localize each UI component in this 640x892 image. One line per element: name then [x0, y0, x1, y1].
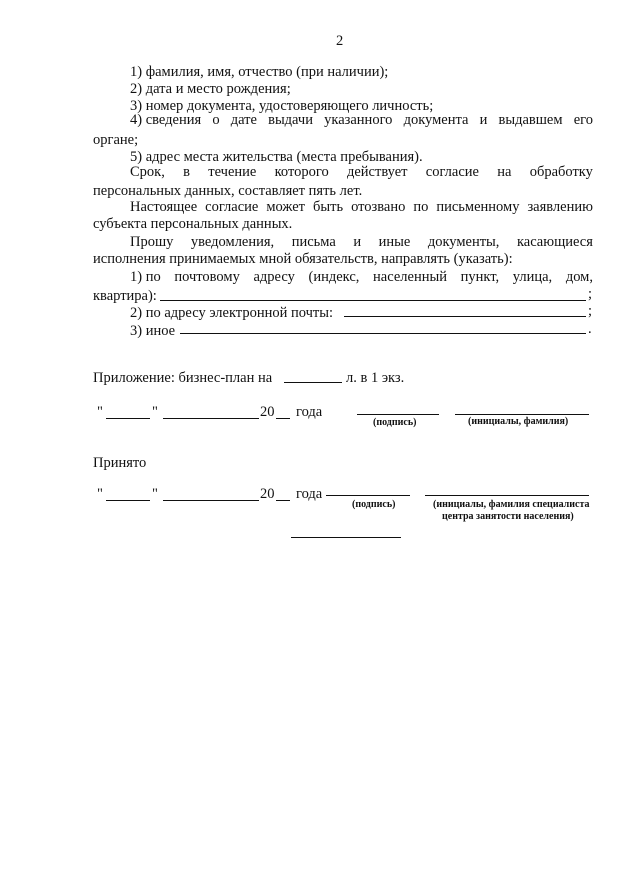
- accepted-specialist-field[interactable]: [425, 495, 589, 496]
- word: отозвано: [351, 199, 406, 215]
- word: (индекс,: [308, 269, 360, 285]
- word: которого: [274, 164, 329, 180]
- word: документа: [403, 112, 469, 128]
- word: обработку: [529, 164, 593, 180]
- term-line1: [130, 163, 593, 181]
- email-field[interactable]: [344, 316, 586, 317]
- word: Настоящее: [130, 199, 198, 215]
- accepted-day-field[interactable]: [106, 500, 150, 501]
- request-line2: исполнения принимаемых мной обязательств, направлять (указать):: [93, 251, 513, 267]
- date-quote-open: ": [97, 404, 103, 420]
- revoke-line1: [130, 198, 593, 216]
- page-number: 2: [336, 33, 344, 49]
- postal-option-line1: [130, 268, 593, 286]
- word: Срок,: [130, 164, 165, 180]
- word: Прошу: [130, 234, 174, 250]
- list-item-address: 5) адрес места жительства (места пребывания).: [130, 149, 423, 165]
- postal-address-field[interactable]: [160, 300, 586, 301]
- word: выдачи: [268, 112, 313, 128]
- date-day-field[interactable]: [106, 418, 150, 419]
- list-item-document: 3) номер документа, удостоверяющего личность;: [130, 98, 434, 114]
- term-line2: персональных данных, составляет пять лет.: [93, 183, 363, 199]
- email-option-label: 2) по адресу электронной почты:: [130, 305, 334, 321]
- word: его: [573, 112, 593, 128]
- postal-option-label: квартира):: [93, 288, 157, 304]
- word: по: [413, 199, 429, 215]
- postal-option-end: ;: [588, 286, 593, 302]
- word: быть: [313, 199, 344, 215]
- word: действует: [346, 164, 408, 180]
- email-option-end: ;: [588, 303, 593, 319]
- other-option-end: .: [588, 321, 592, 337]
- end-separator: [291, 537, 401, 538]
- specialist-caption-line2: центра занятости населения): [442, 511, 574, 522]
- word: заявлению: [527, 199, 593, 215]
- signature-caption: (подпись): [373, 417, 417, 428]
- word: указанного: [324, 112, 393, 128]
- word: и: [479, 112, 488, 128]
- accepted-year-prefix: 20: [260, 486, 275, 502]
- word: дом,: [565, 269, 593, 285]
- date-year-suffix: года: [296, 404, 323, 420]
- attachment-suffix: л. в 1 экз.: [346, 370, 405, 386]
- word: адресу: [253, 269, 295, 285]
- word: уведомления,: [190, 234, 275, 250]
- word: и: [353, 234, 362, 250]
- word: согласие: [425, 164, 479, 180]
- word: согласие: [205, 199, 259, 215]
- accepted-title: Принято: [93, 455, 147, 471]
- request-line1: [130, 233, 593, 251]
- word: дате: [230, 112, 257, 128]
- date-year-field[interactable]: [276, 418, 290, 419]
- word: письма: [291, 234, 336, 250]
- word: 4) сведения: [130, 112, 202, 128]
- word: в: [183, 164, 190, 180]
- word: населенный: [373, 269, 447, 285]
- accepted-signature-caption: (подпись): [352, 499, 396, 510]
- accepted-quote-close: ": [152, 486, 158, 502]
- word: может: [266, 199, 306, 215]
- list-item-name: 1) фамилия, имя, отчество (при наличии);: [130, 64, 389, 80]
- word: письменному: [436, 199, 520, 215]
- list-item-issue: [130, 111, 593, 129]
- initials-field[interactable]: [455, 414, 589, 415]
- attachment-pages-field[interactable]: [284, 382, 342, 383]
- accepted-year-suffix: года: [296, 486, 323, 502]
- date-year-prefix: 20: [260, 404, 275, 420]
- specialist-caption-line1: (инициалы, фамилия специалиста: [433, 499, 590, 510]
- accepted-year-field[interactable]: [276, 500, 290, 501]
- word: иные: [378, 234, 411, 250]
- other-option-label: 3) иное: [130, 323, 176, 339]
- word: документы,: [427, 234, 500, 250]
- revoke-line2: субъекта персональных данных.: [93, 216, 293, 232]
- word: почтовому: [174, 269, 240, 285]
- accepted-signature-field[interactable]: [326, 495, 410, 496]
- attachment-prefix: Приложение: бизнес-план на: [93, 370, 273, 386]
- word: течение: [208, 164, 257, 180]
- date-quote-close: ": [152, 404, 158, 420]
- list-item-birth: 2) дата и место рождения;: [130, 81, 291, 97]
- word: касающиеся: [516, 234, 593, 250]
- other-field[interactable]: [180, 333, 586, 334]
- date-month-field[interactable]: [163, 418, 259, 419]
- word: о: [212, 112, 220, 128]
- word: выдавшем: [498, 112, 563, 128]
- signature-field[interactable]: [357, 414, 439, 415]
- word: на: [497, 164, 512, 180]
- accepted-month-field[interactable]: [163, 500, 259, 501]
- accepted-quote-open: ": [97, 486, 103, 502]
- word: улица,: [512, 269, 553, 285]
- initials-caption: (инициалы, фамилия): [468, 416, 569, 427]
- word: пункт,: [460, 269, 500, 285]
- list-item-issue-cont: органе;: [93, 132, 139, 148]
- word: 1) по: [130, 269, 161, 285]
